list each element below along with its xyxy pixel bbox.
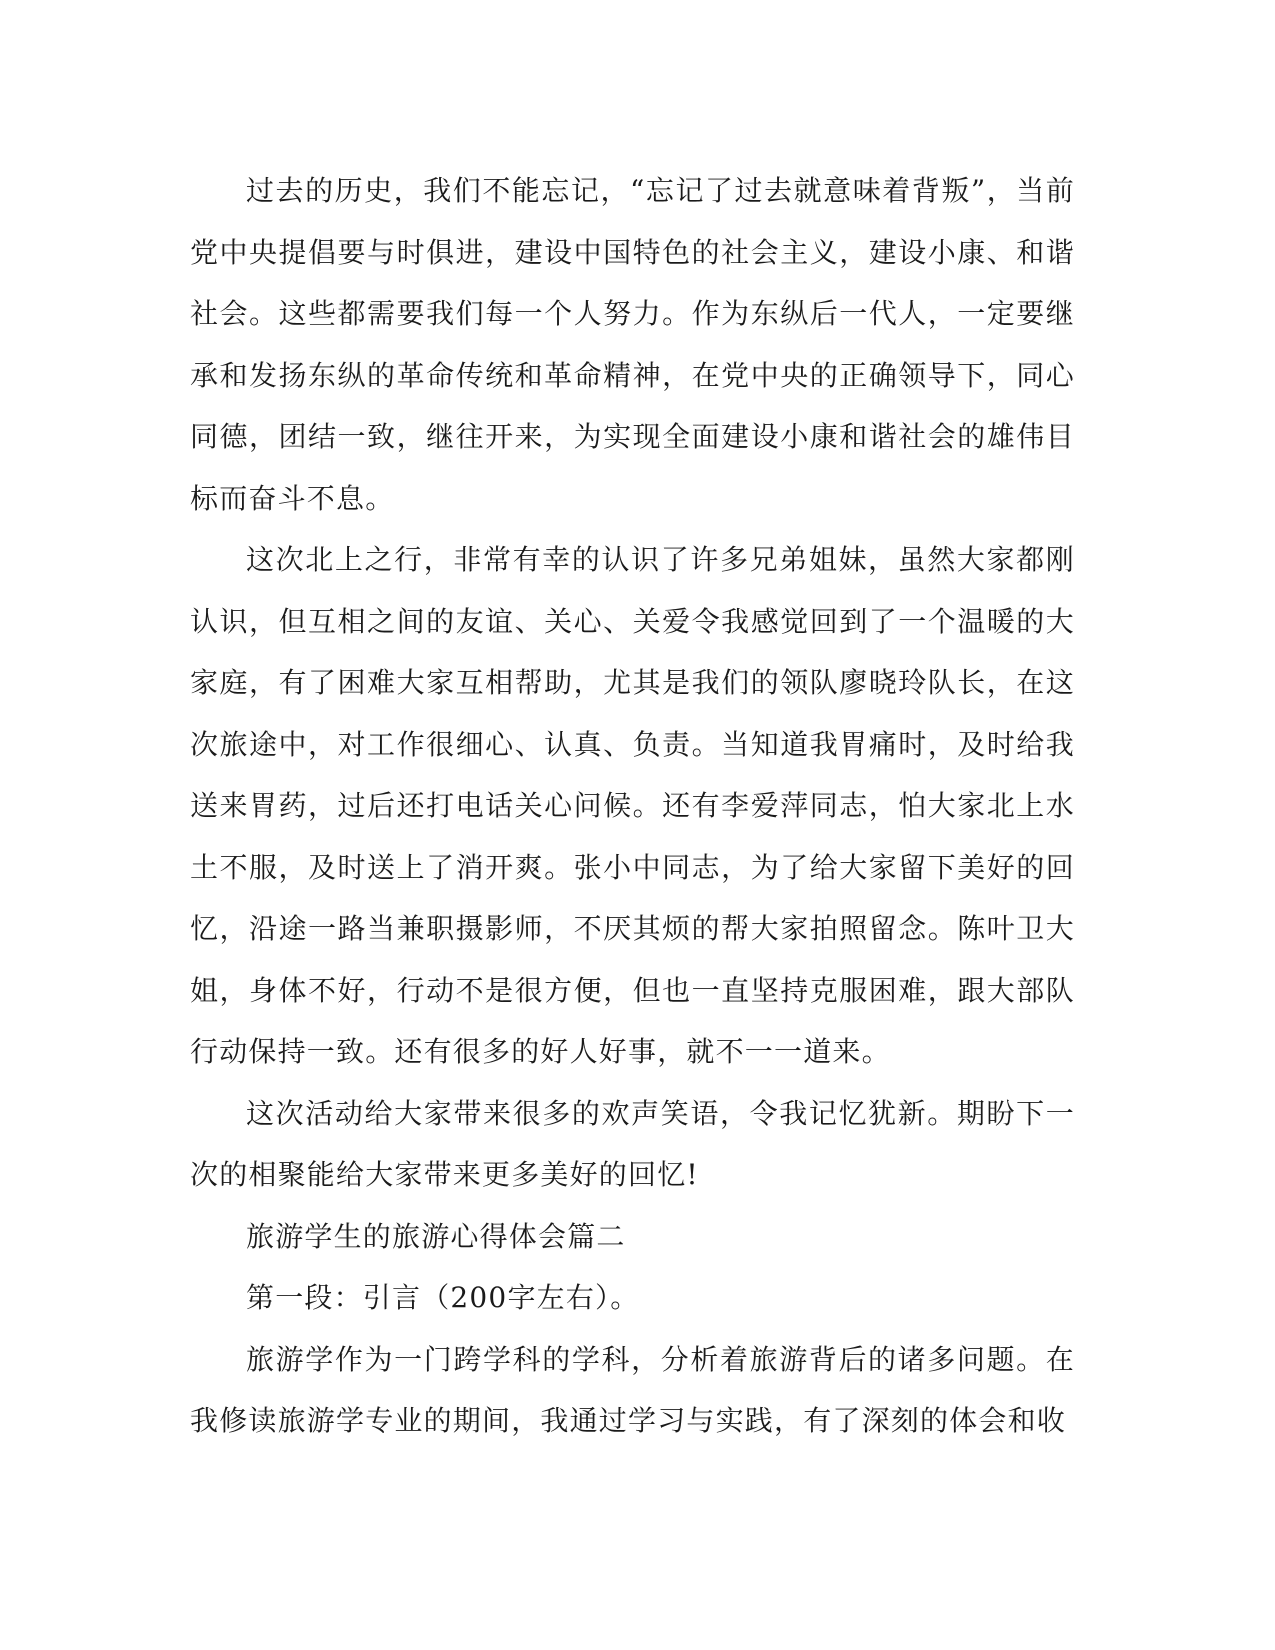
- section-subtitle: 第一段：引言（200字左右）。: [246, 1281, 640, 1314]
- paragraph-intro: 旅游学作为一门跨学科的学科，分析着旅游背后的诸多问题。在我修读旅游学专业的期间，我通过学习与实践，有了深刻的体会和收: [190, 1342, 1075, 1437]
- paragraph-trip: 这次北上之行，非常有幸的认识了许多兄弟姐妹，虽然大家都刚认识，但互相之间的友谊、关心、关爱令我感觉回到了一个温暖的大家庭，有了困难大家互相帮助，尤其是我们的领队廖晓玲队长，在这次旅途中，对工作很细心、认真、负责。当知道我胃痛时，及时给我送来胃药，过后还打电话关心问候。还有李爱萍同志，怕大家北上水土不服，及时送上了消开爽。张小中同志，为了给大家留下美好的回忆，沿途一路当兼职摄影师，不厌其烦的帮大家拍照留念。陈叶卫大姐，身体不好，行动不是很方便，但也一直坚持克服困难，跟大部队行动保持一致。还有很多的好人好事，就不一一道来。: [190, 543, 1075, 1068]
- document-body: [190, 160, 1075, 1452]
- section-title: 旅游学生的旅游心得体会篇二: [246, 1219, 626, 1253]
- paragraph-activity: 这次活动给大家带来很多的欢声笑语，令我记忆犹新。期盼下一次的相聚能给大家带来更多美好的回忆!: [190, 1096, 1075, 1191]
- paragraph-history: 过去的历史，我们不能忘记，“忘记了过去就意味着背叛”，当前党中央提倡要与时俱进，建设中国特色的社会主义，建设小康、和谐社会。这些都需要我们每一个人努力。作为东纵后一代人，一定要继承和发扬东纵的革命传统和革命精神，在党中央的正确领导下，同心同德，团结一致，继往开来，为实现全面建设小康和谐社会的雄伟目标而奋斗不息。: [190, 174, 1075, 515]
